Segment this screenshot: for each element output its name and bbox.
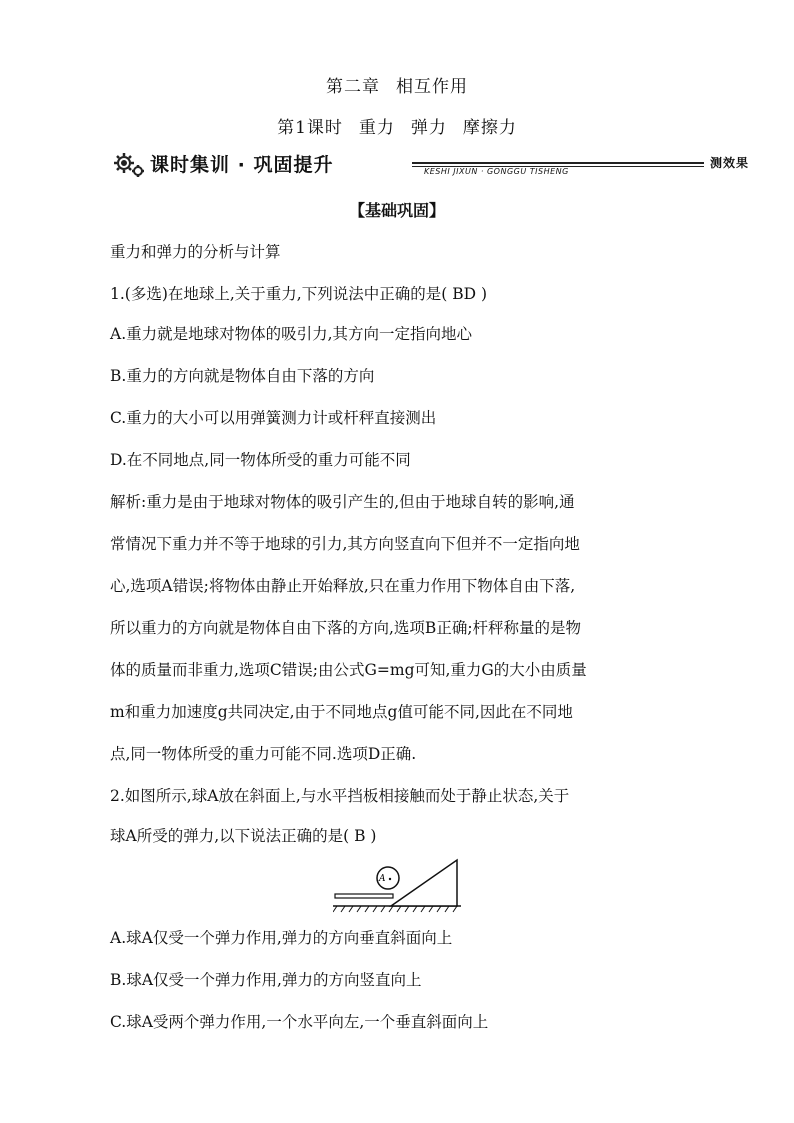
lesson-topic-1: 重力 [358,118,395,138]
gear-icon [112,150,148,180]
q1-option-a: A.重力就是地球对物体的吸引力,其方向一定指向地心 [110,325,473,343]
q1-stem: 1.(多选)在地球上,关于重力,下列说法中正确的是( BD ) [110,285,488,303]
q2-option-a: A.球A仅受一个弹力作用,弹力的方向垂直斜面向上 [110,929,453,947]
q2-stem-line: 2.如图所示,球A放在斜面上,与水平挡板相接触而处于静止状态,关于 [110,787,570,805]
topic-title: 重力和弹力的分析与计算 [110,243,281,261]
chapter-header [0,72,794,97]
chapter-subtitle: 相互作用 [396,77,468,97]
lesson-number: 第1课时 [277,118,343,138]
section-banner [112,150,772,180]
q1-analysis-line: 体的质量而非重力,选项C错误;由公式G=mg可知,重力G的大小由质量 [110,661,587,679]
q2-option-c: C.球A受两个弹力作用,一个水平向左,一个垂直斜面向上 [110,1013,489,1031]
q1-analysis-line: m和重力加速度g共同决定,由于不同地点g值可能不同,因此在不同地 [110,703,573,721]
banner-pinyin: KESHI JIXUN · GONGGU TISHENG [424,167,569,176]
q1-analysis-line: 点,同一物体所受的重力可能不同.选项D正确. [110,745,417,763]
lesson-header [0,113,794,138]
banner-tag: 测效果 [710,156,750,170]
q1-analysis-line: 所以重力的方向就是物体自由下落的方向,选项B正确;杆秤称量的是物 [110,619,582,637]
q1-option-b: B.重力的方向就是物体自由下落的方向 [110,367,375,385]
q1-analysis-line: 解析:重力是由于地球对物体的吸引产生的,但由于地球自转的影响,通 [110,493,575,511]
chapter-title: 第二章 [326,77,380,97]
lesson-topic-2: 弹力 [410,118,447,138]
q2-option-b: B.球A仅受一个弹力作用,弹力的方向竖直向上 [110,971,422,989]
incline-ball-figure [333,858,465,916]
banner-rule [412,162,704,164]
q2-stem-line: 球A所受的弹力,以下说法正确的是( B ) [110,827,377,845]
q1-analysis-line: 心,选项A错误;将物体由静止开始释放,只在重力作用下物体自由下落, [110,577,576,595]
q1-option-c: C.重力的大小可以用弹簧测力计或杆秤直接测出 [110,409,437,427]
q1-analysis-line: 常情况下重力并不等于地球的引力,其方向竖直向下但并不一定指向地 [110,535,580,553]
ball-label: A [379,874,386,884]
section-heading: 【基础巩固】 [348,201,445,220]
lesson-topic-3: 摩擦力 [462,118,517,138]
q1-option-d: D.在不同地点,同一物体所受的重力可能不同 [110,451,411,469]
banner-title: 课时集训 · 巩固提升 [150,154,334,176]
